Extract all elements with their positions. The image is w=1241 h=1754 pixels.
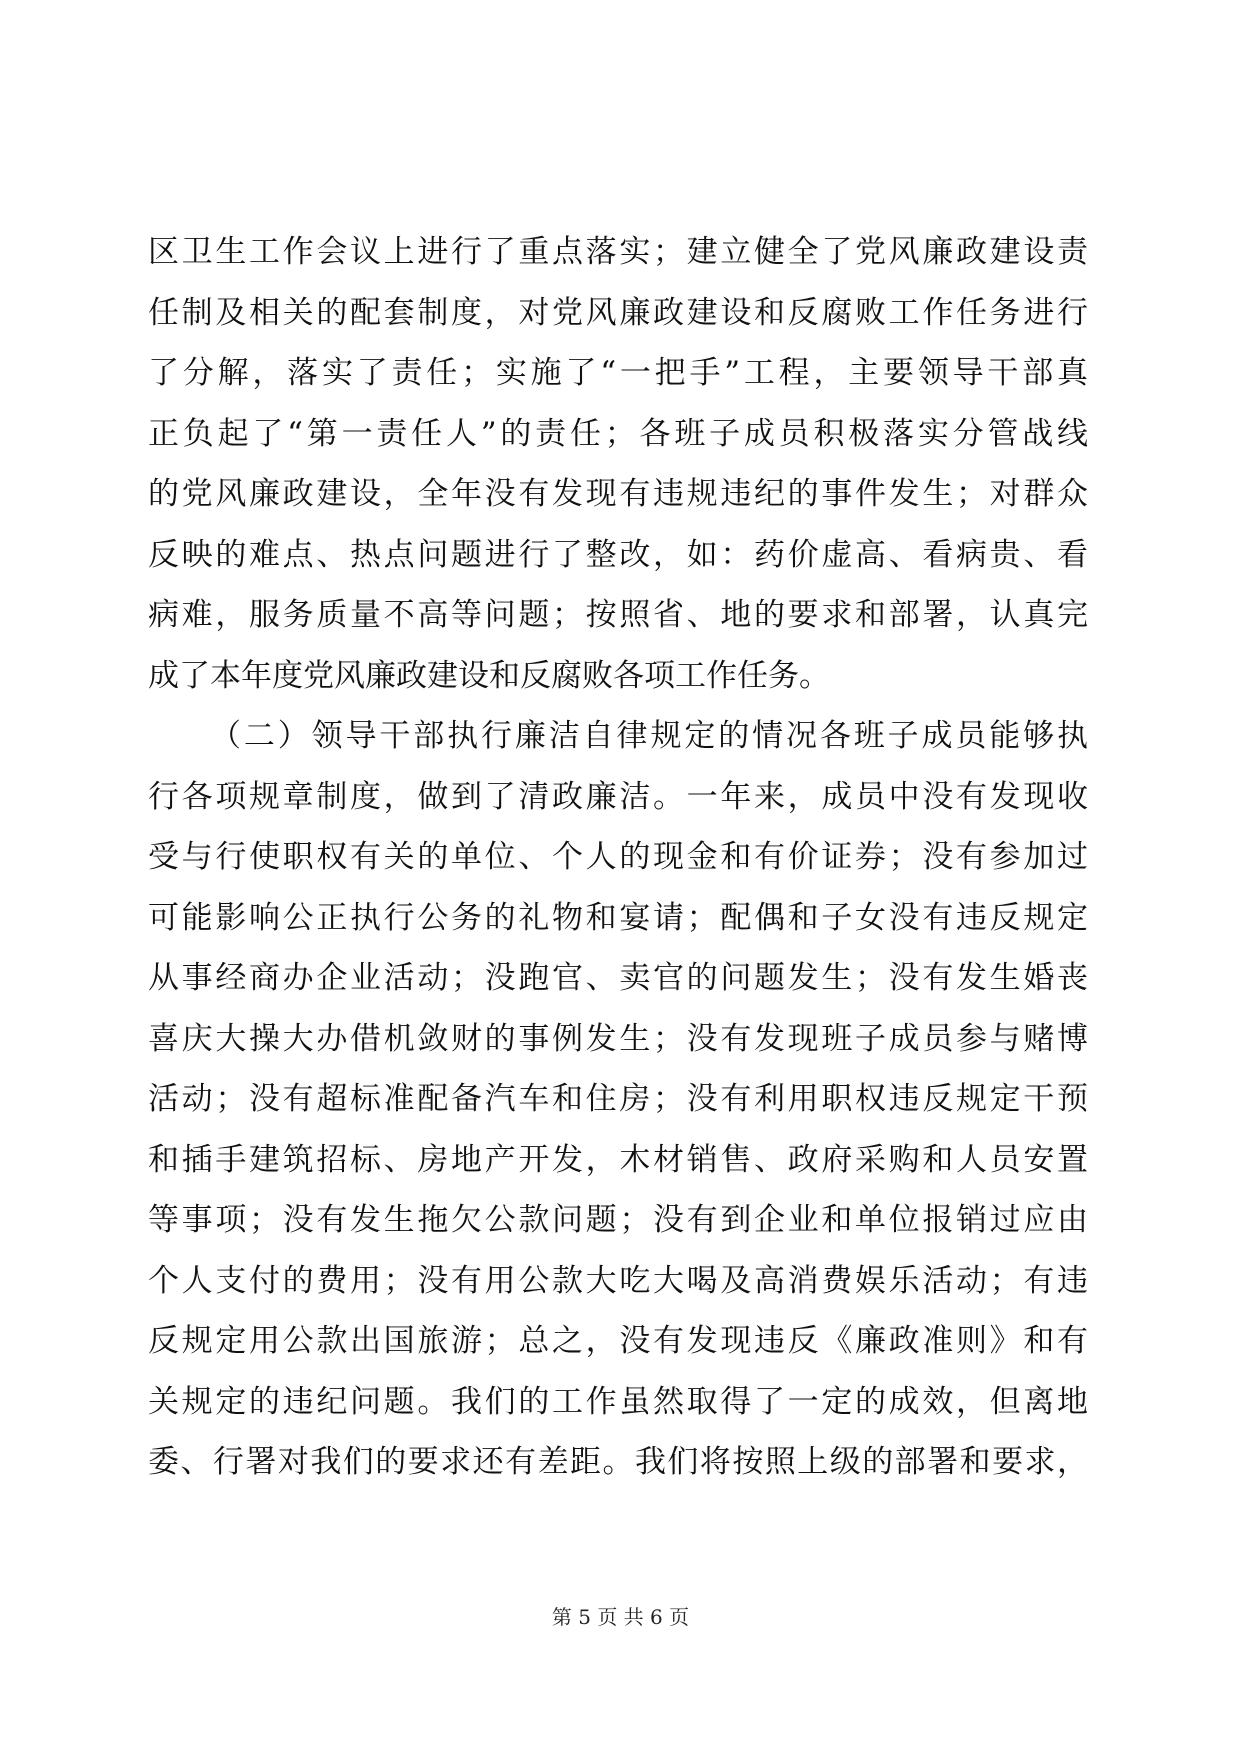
section-heading-line: （二）领导干部执行廉洁自律规定的情况各班子成员能够执 [210,718,1088,754]
body-text [148,222,1088,1493]
text-line: 成了本年度党风廉政建设和反腐败各项工作任务。 [148,657,830,694]
text-line: 反规定用公款出国旅游；总之，没有发现违反《廉政准则》和有 [148,1323,1088,1359]
text-line: 和插手建筑招标、房地产开发，木材销售、政府采购和人员安置 [148,1141,1088,1178]
page-number-footer: 第 5 页 共 6 页 [551,1605,690,1629]
text-line: 病难，服务质量不高等问题；按照省、地的要求和部署，认真完 [148,597,1088,633]
text-line: 行各项规章制度，做到了清政廉洁。一年来，成员中没有发现收 [148,778,1088,815]
text-line: 个人支付的费用；没有用公款大吃大喝及高消费娱乐活动；有违 [148,1262,1088,1299]
text-line: 活动；没有超标准配备汽车和住房；没有利用职权违反规定干预 [148,1081,1088,1117]
text-line: 等事项；没有发生拖欠公款问题；没有到企业和单位报销过应由 [148,1202,1088,1238]
text-line: 区卫生工作会议上进行了重点落实；建立健全了党风廉政建设责 [148,234,1088,270]
text-line: 受与行使职权有关的单位、个人的现金和有价证券；没有参加过 [148,839,1088,875]
text-line: 从事经商办企业活动；没跑官、卖官的问题发生；没有发生婚丧 [148,960,1088,996]
text-line: 的党风廉政建设，全年没有发现有违规违纪的事件发生；对群众 [148,476,1088,512]
text-line: 关规定的违纪问题。我们的工作虽然取得了一定的成效，但离地 [148,1383,1088,1420]
text-line: 反映的难点、热点问题进行了整改，如：药价虚高、看病贵、看 [148,536,1088,573]
text-line: 委、行署对我们的要求还有差距。我们将按照上级的部署和要求， [148,1444,1088,1480]
text-line: 可能影响公正执行公务的礼物和宴请；配偶和子女没有违反规定 [148,899,1088,936]
text-line: 了分解，落实了责任；实施了“一把手”工程，主要领导干部真 [148,355,1088,391]
text-line: 喜庆大操大办借机敛财的事例发生；没有发现班子成员参与赌博 [148,1020,1088,1057]
text-line: 正负起了“第一责任人”的责任；各班子成员积极落实分管战线 [148,415,1088,452]
text-line: 任制及相关的配套制度，对党风廉政建设和反腐败工作任务进行 [148,294,1088,331]
